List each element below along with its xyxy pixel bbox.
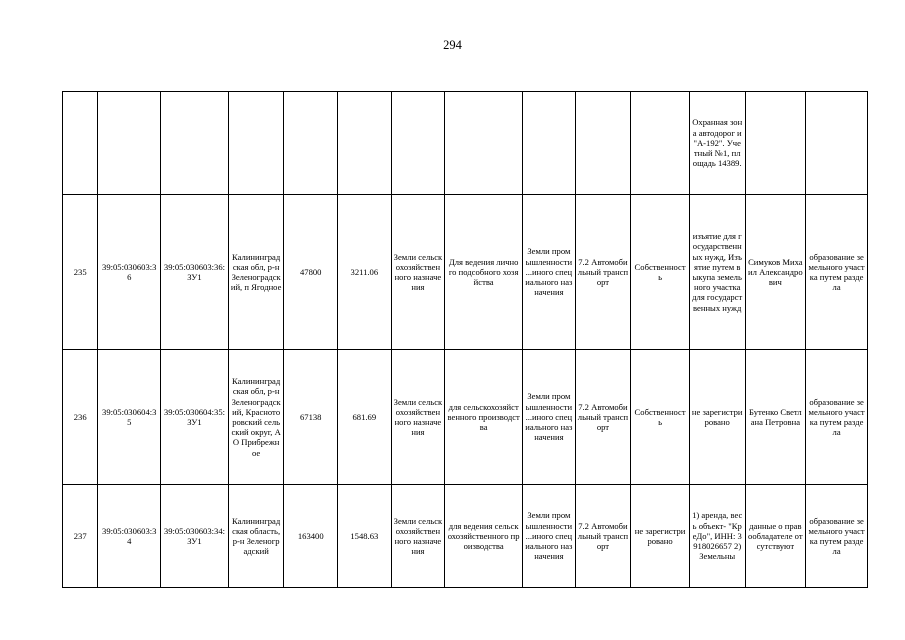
- target-use-cell: 7.2 Автомобильный транспорт: [575, 485, 631, 588]
- land-category-cell: Земли сельскохозяйственного назначения: [391, 195, 445, 350]
- page-number: 294: [443, 38, 462, 52]
- land-category-cell: [391, 92, 445, 195]
- location-cell: [228, 92, 284, 195]
- cadastral-number-cell: [98, 92, 161, 195]
- row-number-cell: [63, 92, 98, 195]
- seized-area-cell: 681.69: [338, 350, 392, 485]
- new-plot-number-cell: 39:05:030603:34:ЗУ1: [161, 485, 229, 588]
- table-row: [63, 92, 868, 195]
- row-number-cell: 235: [63, 195, 98, 350]
- target-category-cell: [523, 92, 576, 195]
- total-area-cell: [284, 92, 338, 195]
- encumbrance-cell: не зарегистрировано: [689, 350, 745, 485]
- new-plot-number-cell: 39:05:030603:36:ЗУ1: [161, 195, 229, 350]
- owner-cell: Симуков Михаил Александрович: [745, 195, 806, 350]
- land-plot-registry-table: [62, 91, 868, 588]
- new-plot-number-cell: [161, 92, 229, 195]
- location-cell: Калининградская область, р-н Зеленоградский: [228, 485, 284, 588]
- land-category-cell: Земли сельскохозяйственного назначения: [391, 350, 445, 485]
- cadastral-number-cell: 39:05:030603:36: [98, 195, 161, 350]
- action-cell: образование земельного участка путем раздела: [806, 350, 868, 485]
- cadastral-number-cell: 39:05:030603:34: [98, 485, 161, 588]
- rights-type-cell: не зарегистрировано: [631, 485, 690, 588]
- rights-type-cell: Собственность: [631, 195, 690, 350]
- action-cell: образование земельного участка путем раздела: [806, 195, 868, 350]
- land-category-cell: Земли сельскохозяйственного назначения: [391, 485, 445, 588]
- owner-cell: [745, 92, 806, 195]
- permitted-use-cell: Для ведения личного подсобного хозяйства: [445, 195, 523, 350]
- row-number-cell: 236: [63, 350, 98, 485]
- target-category-cell: Земли промышленности ...иного специального назначения: [523, 485, 576, 588]
- table-row: [63, 350, 868, 485]
- encumbrance-cell: изъятие для государственных нужд, Изъятие путем выкупа земельного участка для государственных нужд: [689, 195, 745, 350]
- location-cell: Калининградская обл, р-н Зеленоградский, п Ягодное: [228, 195, 284, 350]
- target-use-cell: [575, 92, 631, 195]
- row-number-cell: 237: [63, 485, 98, 588]
- seized-area-cell: 1548.63: [338, 485, 392, 588]
- encumbrance-cell: Охранная зона автодорог и "А-192". Учетный №1, площадь 14389.: [689, 92, 745, 195]
- action-cell: [806, 92, 868, 195]
- total-area-cell: 163400: [284, 485, 338, 588]
- target-use-cell: 7.2 Автомобильный транспорт: [575, 195, 631, 350]
- rights-type-cell: [631, 92, 690, 195]
- target-category-cell: Земли промышленности ...иного специального назначения: [523, 350, 576, 485]
- target-category-cell: Земли промышленности ...иного специального назначения: [523, 195, 576, 350]
- table-row: [63, 485, 868, 588]
- table-row: [63, 195, 868, 350]
- seized-area-cell: 3211.06: [338, 195, 392, 350]
- seized-area-cell: [338, 92, 392, 195]
- owner-cell: данные о правообладателе отсутствуют: [745, 485, 806, 588]
- owner-cell: Бутенко Светлана Петровна: [745, 350, 806, 485]
- total-area-cell: 67138: [284, 350, 338, 485]
- total-area-cell: 47800: [284, 195, 338, 350]
- permitted-use-cell: [445, 92, 523, 195]
- target-use-cell: 7.2 Автомобильный транспорт: [575, 350, 631, 485]
- new-plot-number-cell: 39:05:030604:35:ЗУ1: [161, 350, 229, 485]
- cadastral-number-cell: 39:05:030604:35: [98, 350, 161, 485]
- location-cell: Калининградская обл, р-н Зеленоградский, Краснотoровский сельский округ, АО Прибрежное: [228, 350, 284, 485]
- permitted-use-cell: для ведения сельскохозяйственного производства: [445, 485, 523, 588]
- encumbrance-cell: 1) аренда, весь объект- "КреДо", ИНН: 3918026657 2) Земельны: [689, 485, 745, 588]
- action-cell: образование земельного участка путем раздела: [806, 485, 868, 588]
- rights-type-cell: Собственность: [631, 350, 690, 485]
- permitted-use-cell: для сельскохозяйственного производства: [445, 350, 523, 485]
